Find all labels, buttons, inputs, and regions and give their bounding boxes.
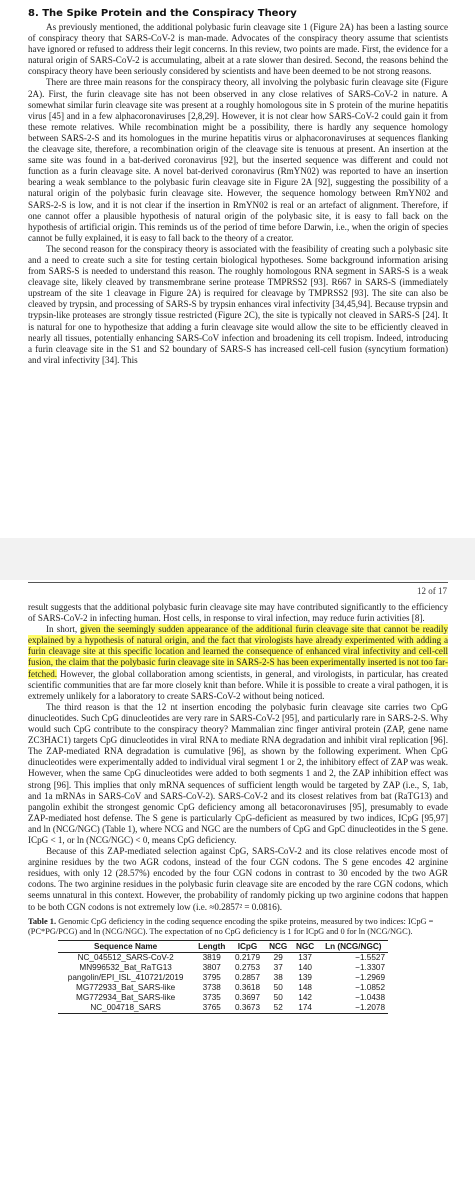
- table-cell: −1.2969: [355, 973, 385, 983]
- table-caption-label: Table 1.: [28, 916, 57, 926]
- table-cell: 50: [273, 983, 283, 993]
- table-cell: 29: [273, 953, 283, 963]
- table-cell: 148: [298, 983, 312, 993]
- table-cell: 139: [298, 973, 312, 983]
- page-gap: [0, 538, 475, 580]
- table-cell: 0.3697: [234, 993, 261, 1003]
- table-cell: 3819: [202, 953, 221, 963]
- continued-paragraph: result suggests that the additional polybasic furin cleavage site may have contributed significantly to the efficiency of SARS-CoV-2 in infecting human. Host cells, in response to viral infection, may reduce furin activities [8].: [28, 602, 448, 624]
- table-cell: −1.2078: [319, 1003, 388, 1014]
- table-cell: 52: [265, 1003, 292, 1014]
- page-number: 12 of 17: [417, 586, 447, 596]
- table-cell: 3735: [202, 993, 221, 1003]
- table-cell: −1.3307: [355, 963, 385, 973]
- table-cell: 137: [298, 953, 312, 963]
- table-cell: −1.0438: [355, 993, 385, 1003]
- table-cell: NC_004718_SARS: [58, 1003, 193, 1014]
- page-1-column: [28, 8, 448, 366]
- cpg-table: [58, 940, 388, 1014]
- table-cell: 174: [292, 1003, 319, 1014]
- table-cell: 0.2857: [234, 973, 261, 983]
- table-cell: 140: [298, 963, 312, 973]
- table-cell: 0.3618: [234, 983, 261, 993]
- table-header: ICpG: [230, 940, 265, 952]
- highlighted-text: given the seemingly sudden appearance of the additional furin cleavage site that cannot be readily explained by a hypothesis of natural origin, and the fact that virologists have already experimented with adding a furin cleavage site at this specific location and learned the consequence of enhanced viral infectivity and cell-cell fusion, the claim that the polybasic furin cleavage site in SARS-2-S has been experimentally inserted is not too far-fetched.: [28, 624, 448, 679]
- table-cell: NC_045512_SARS-CoV-2: [77, 953, 174, 963]
- table-cell: MG772933_Bat_SARS-like: [76, 983, 176, 993]
- table-cell: 0.3673: [230, 1003, 265, 1014]
- table-cell: 3807: [202, 963, 221, 973]
- table-cell: 50: [273, 993, 283, 1003]
- page-2: [0, 580, 475, 1200]
- table-row: [58, 983, 388, 993]
- table-header: NCG: [265, 940, 292, 952]
- paragraph-zap-selection: Because of this ZAP-mediated selection against CpG, SARS-CoV-2 and its close relatives encode most of arginine residues by the two AGR codons, instead of the four CGN codons. The S gene encodes 42 arginine residues, with only 12 (28.57%) encoded by the four CGN codons in contrast to 30 encoded by the two AGR codons. The two arginine residues in the polybasic furin cleavage site are encoded by the rare CGN codons, which seems unnatural in this context. However, the probability of randomly picking up two arginine codons that happen to be both CGN codons is not extremely low (i.e. ≈0.2857² = 0.0816).: [28, 846, 448, 912]
- paragraph-third-reason: The third reason is that the 12 nt insertion encoding the polybasic furin cleavage site carries two CpG dinucleotides. Such CpG dinucleotides are very rare in SARS-CoV-2 [95], and particularly rare in SARS-2-S. Why would such CpG contribute to the conspiracy theory? Mammalian zinc finger antiviral protein (ZAP, gene name ZC3HAC1) targets CpG dinucleotides in viral RNA to mediate RNA degradation and inhibit viral replication [96]. The ZAP-mediated RNA degradation is cumulative [96], as shown by the following experiment. When CpG dinucleotides were experimentally added to individual viral segment 1 or 2, the inhibitory effect of ZAP was weak. However, when the same CpG dinucleotides were added to both segments 1 and 2, the ZAP inhibition effect was strong [96]. This implies that only mRNA sequences of sufficient length would be targeted by ZAP (i.e., S, 1ab, and 1a mRNAs in SARS-CoV and SARS-CoV-2). SARS-CoV-2 and its closest relatives from bat (RaTG13) and pangolin exhibit the strongest genomic CpG deficiency among all betacoronaviruses [95], presumably to evade ZAP-mediated host defense. The S gene is particularly CpG-deficient as measured by two indices, ICpG [95,97] and ln (NCG/NGC) (Table 1), where NCG and NGC are the numbers of CpG and GpC dinucleotides in the S gene. ICpG < 1, or ln (NCG/NGC) < 0, means CpG deficiency.: [28, 701, 448, 845]
- paragraph-in-short: [28, 624, 448, 702]
- table-header: Sequence Name: [58, 940, 193, 952]
- table-caption-text: Genomic CpG deficiency in the coding sequence encoding the spike proteins, measured by two indices: ICpG = (PC*PG/PCG) and ln (NCG/NGC). The expectation of no CpG deficiency is 1 for ICpG and 0 for ln (NCG/NGC).: [28, 916, 434, 936]
- page-2-column: [28, 602, 448, 1014]
- section-title: 8. The Spike Protein and the Conspiracy Theory: [28, 8, 297, 19]
- table-cell: 0.2753: [234, 963, 261, 973]
- table-cell: pangolin/EPI_ISL_410721/2019: [67, 973, 184, 983]
- table-row: [58, 973, 388, 983]
- table-caption: [28, 917, 448, 937]
- table-cell: MG772934_Bat_SARS-like: [76, 993, 176, 1003]
- table-header: NGC: [292, 940, 319, 952]
- table-cell: MN996532_Bat_RaTG13: [79, 963, 172, 973]
- paragraph-rest: However, the global collaboration among scientists, in general, and virologists, in particular, has created scientific communities that are far more closely knit than before. While it is possible to create a viral pathogen, it is extremely unlikely for a laboratory to create SARS-CoV-2 without being noticed.: [28, 668, 448, 701]
- table-header: Ln (NCG/NGC): [319, 940, 388, 952]
- paragraph-2: There are three main reasons for the conspiracy theory, all involving the polybasic furin cleavage site (Figure 2A). First, the furin cleavage site has not been observed in any close relatives of SARS-CoV-2 in nature. A somewhat similar furin cleavage site was present at a roughly homologous site in S protein of the murine hepatitis virus [45] and in a few alphacoronaviruses [2,8,29]. However, it is not clear how SARS-CoV-2 could gain it from these remote relatives. While recombination might be a possibility, there is hardly any sequence homology between SARS-2-S and its homologues in the murine hepatitis virus or alphacoronaviruses at sequences flanking the cleavage site, therefore, a recombination origin of the cleavage site is tenuous at present. An insertion at the same site was found in a bat-derived coronavirus [92], but the inserted sequence was different and could not function as a furin cleavage site. A novel bat-derived coronavirus (RmYN02) was reported to have an insertion bearing a weak semblance to the polybasic furin cleavage site in Figure 2A [92], suggesting the possibility of a natural origin of the polybasic furin cleavage site. However, the sequence homology between RmYN02 and SARS-2-S is low, and it is not clear if the insertion in RmYN02 is real or an artefact of alignment. Therefore, if one cannot offer a plausible hypothesis of natural origin of the polybasic site, it is easy to fall back on the hypothesis of artificial origin. This reminds us of the period of time before Darwin, i.e., when the origin of species cannot be fully explained, it is easy to fall back to the theory of a creator.: [28, 77, 448, 243]
- table-header: Length: [193, 940, 230, 952]
- paragraph-lead: In short,: [46, 624, 81, 635]
- table-row: [58, 1003, 388, 1014]
- table-cell: 3738: [202, 983, 221, 993]
- paragraph-3: The second reason for the conspiracy theory is associated with the feasibility of creating such a polybasic site and a need to create such a site for testing certain biological hypotheses. Some background information arising from SARS-S is needed to understand this reason. The roughly homologous RNA segment in SARS-S is a weak cleavage site, likely cleaved by transmembrane serine protease TMPRSS2 [93]. R667 in SARS-S (immediately upstream of the site 1 cleavage in Figure 2A) is required for cleavage by TMPRSS2 [93]. The site can also be cleaved by trypsin, and processing of SARS-S by trypsin enhances viral infectivity [34,45,94]. Because trypsin and trypsin-like proteases are strongly tissue restricted (Figure 2C), the site is typically not cleaved in SARS-S [24]. It is natural for one to hypothesize that adding a furin cleavage site would allow the site to be efficiently cleaved in nearly all tissues, potentially enhancing SARS-CoV infection and broadening its cell tropism. Indeed, introducing a furin cleavage site in the S1 and S2 boundary of SARS-S has increased cell-cell fusion (syncytium formation) and viral infectivity [34]. This: [28, 243, 448, 365]
- table-cell: 37: [273, 963, 283, 973]
- table-header-row: [58, 940, 388, 952]
- table-row: [58, 993, 388, 1003]
- table-row: [58, 963, 388, 973]
- table-cell: −1.5527: [355, 953, 385, 963]
- table-cell: 3765: [193, 1003, 230, 1014]
- table-cell: −1.0852: [355, 983, 385, 993]
- table-cell: 3795: [202, 973, 221, 983]
- header-rule: [28, 582, 448, 583]
- table-row: [58, 952, 388, 963]
- table-cell: 0.2179: [234, 953, 261, 963]
- table-cell: 38: [273, 973, 283, 983]
- table-cell: 142: [298, 993, 312, 1003]
- page-1: [0, 0, 475, 538]
- paragraph-1: As previously mentioned, the additional polybasic furin cleavage site 1 (Figure 2A) has been a lasting source of conspiracy theory that SARS-CoV-2 is man-made. Advocates of the conspiracy theory assume that scientists have ignored or refused to address their legit concerns. In this review, two points are made. First, the evidence for a natural origin of SARS-CoV-2 is accumulating, albeit at a rate slower than desired. Second, the reasons behind the conspiracy theory have been seriously considered by scientists and have been deemed to be not strong reasons.: [28, 22, 448, 77]
